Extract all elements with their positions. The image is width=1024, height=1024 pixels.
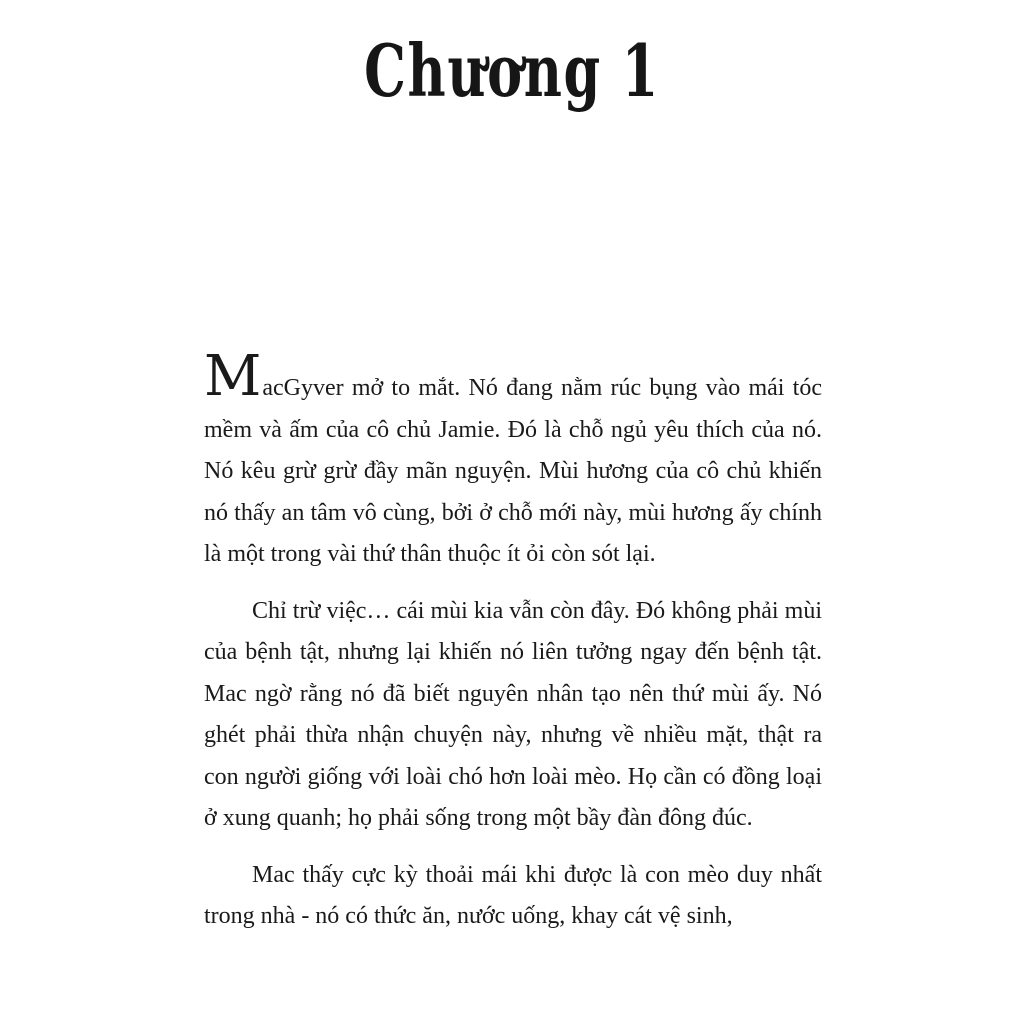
paragraph-2: Chỉ trừ việc… cái mùi kia vẫn còn đây. Đó không phải mùi của bệnh tật, nhưng lại khiến nó liên tưởng ngay đến bệnh tật. Mac ngờ rằng nó đã biết nguyên nhân tạo nên thứ mùi ấy. Nó ghét phải thừa nhận chuyện này, nhưng về nhiều mặt, thật ra con người giống với loài chó hơn loài mèo. Họ cần có đồng loại ở xung quanh; họ phải sống trong một bầy đàn đông đúc. bbox=[204, 597, 822, 831]
page-body bbox=[204, 344, 822, 953]
chapter-title: Chương 1 bbox=[364, 30, 660, 114]
paragraph-1 bbox=[204, 344, 822, 576]
paragraph-3: Mac thấy cực kỳ thoải mái khi được là con mèo duy nhất trong nhà - nó có thức ăn, nước uống, khay cát vệ sinh, bbox=[204, 861, 822, 929]
paragraph-1-text: acGyver mở to mắt. Nó đang nằm rúc bụng vào mái tóc mềm và ấm của cô chủ Jamie. Đó là chỗ ngủ yêu thích của nó. Nó kêu grừ grừ đầy mãn nguyện. Mùi hương của cô chủ khiến nó thấy an tâm vô cùng, bởi ở chỗ mới này, mùi hương ấy chính là một trong vài thứ thân thuộc ít ỏi còn sót lại. bbox=[204, 375, 822, 567]
drop-cap-letter: M bbox=[204, 344, 263, 409]
